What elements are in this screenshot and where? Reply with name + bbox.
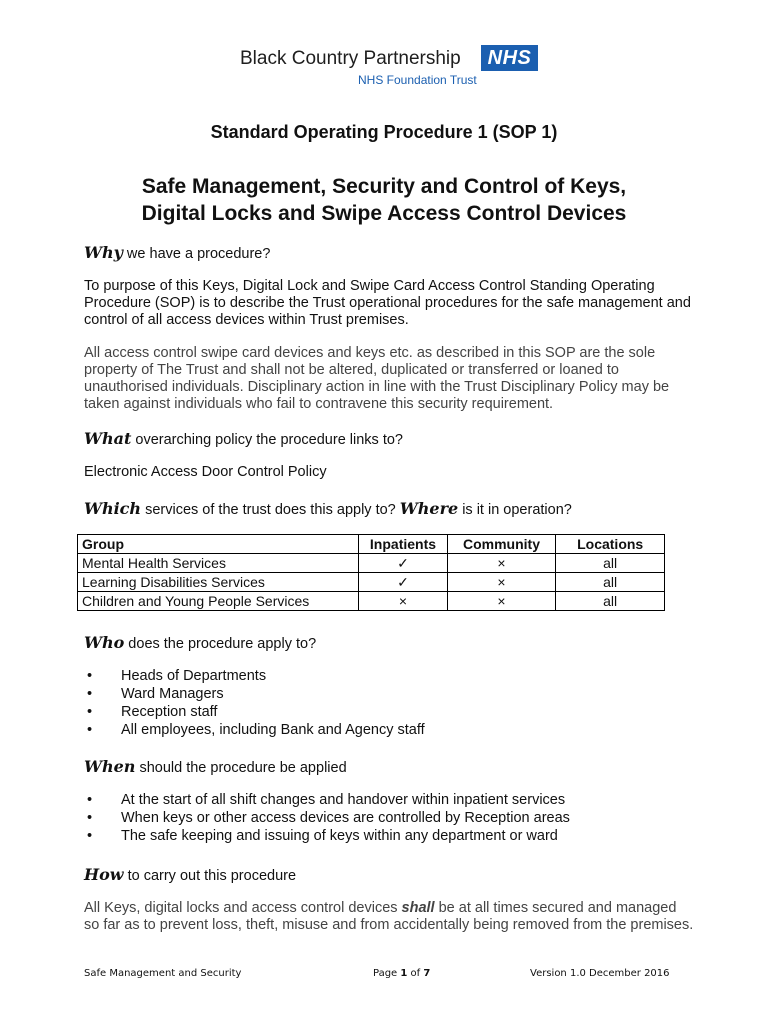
bullet-icon: • bbox=[87, 810, 93, 826]
where-keyword: Where bbox=[399, 499, 459, 518]
cell-group: Children and Young People Services bbox=[78, 592, 359, 611]
bullet-icon: • bbox=[87, 686, 93, 702]
when-heading-text: should the procedure be applied bbox=[135, 760, 347, 776]
how-heading bbox=[84, 865, 296, 884]
how-keyword: How bbox=[84, 865, 124, 884]
how-text-b: be at all times secured and managed so far as to prevent loss, theft, misuse and from accidentally being removed from the premises. bbox=[84, 900, 694, 933]
why-paragraph-1: To purpose of this Keys, Digital Lock and Swipe Card Access Control Standing Operating Procedure (SOP) is to describe the Trust operational procedures for the safe management and control of all access devices within Trust premises. bbox=[84, 278, 691, 328]
list-item-text: When keys or other access devices are controlled by Reception areas bbox=[121, 810, 570, 826]
list-item bbox=[84, 667, 425, 685]
cell-group: Mental Health Services bbox=[78, 554, 359, 573]
cell-locations: all bbox=[556, 592, 665, 611]
title-line-1: Safe Management, Security and Control of Keys, bbox=[141, 175, 627, 198]
document-title bbox=[0, 173, 768, 227]
table-row bbox=[78, 554, 665, 573]
list-item bbox=[84, 703, 425, 721]
footer-title: Safe Management and Security bbox=[84, 968, 242, 979]
who-heading-text: does the procedure apply to? bbox=[124, 636, 317, 652]
who-list bbox=[84, 667, 425, 739]
bullet-icon: • bbox=[87, 668, 93, 684]
cell-locations: all bbox=[556, 573, 665, 592]
list-item bbox=[84, 721, 425, 739]
why-heading bbox=[84, 243, 270, 262]
list-item-text: All employees, including Bank and Agency staff bbox=[121, 722, 425, 738]
list-item bbox=[84, 791, 570, 809]
why-paragraph-2: All access control swipe card devices and keys etc. as described in this SOP are the sole property of The Trust and shall not be altered, duplicated or transferred or loaned to unauthorised individuals. Disciplinary action in line with the Trust Disciplinary Policy may be taken against individuals who fail to contravene this security requirement. bbox=[84, 345, 670, 412]
org-name: Black Country Partnership bbox=[240, 48, 461, 69]
cell-community: × bbox=[447, 554, 556, 573]
list-item-text: Heads of Departments bbox=[121, 668, 267, 684]
cell-group: Learning Disabilities Services bbox=[78, 573, 359, 592]
bullet-icon: • bbox=[87, 828, 93, 844]
list-item-text: The safe keeping and issuing of keys within any department or ward bbox=[121, 828, 558, 844]
trust-logo bbox=[240, 44, 540, 88]
when-keyword: When bbox=[84, 757, 136, 776]
how-text-a: All Keys, digital locks and access control devices bbox=[84, 900, 402, 916]
list-item-text: At the start of all shift changes and handover within inpatient services bbox=[121, 792, 566, 808]
where-heading-text: is it in operation? bbox=[458, 502, 572, 518]
who-keyword: Who bbox=[84, 633, 125, 652]
cell-inpatients: × bbox=[359, 592, 447, 611]
how-emphasis: shall bbox=[401, 900, 435, 916]
who-heading bbox=[84, 633, 316, 652]
which-heading-text: services of the trust does this apply to? bbox=[141, 502, 400, 518]
which-keyword: Which bbox=[84, 499, 142, 518]
trust-name: NHS Foundation Trust bbox=[358, 73, 477, 87]
what-heading-text: overarching policy the procedure links to? bbox=[131, 432, 403, 448]
col-header-group: Group bbox=[78, 535, 359, 554]
sop-title: Standard Operating Procedure 1 (SOP 1) bbox=[210, 122, 558, 142]
bullet-icon: • bbox=[87, 704, 93, 720]
when-heading bbox=[84, 757, 347, 776]
when-list bbox=[84, 791, 570, 845]
col-header-locations: Locations bbox=[556, 535, 665, 554]
policy-name: Electronic Access Door Control Policy bbox=[84, 464, 327, 480]
bullet-icon: • bbox=[87, 792, 93, 808]
list-item-text: Ward Managers bbox=[121, 686, 224, 702]
page-current: 1 bbox=[400, 968, 408, 979]
list-item bbox=[84, 827, 570, 845]
cell-inpatients: ✓ bbox=[359, 573, 447, 592]
page-prefix: Page bbox=[373, 968, 401, 979]
cell-inpatients: ✓ bbox=[359, 554, 447, 573]
bullet-icon: • bbox=[87, 722, 93, 738]
nhs-logo-mark: NHS bbox=[481, 45, 538, 71]
list-item-text: Reception staff bbox=[121, 704, 218, 720]
how-paragraph bbox=[84, 900, 694, 934]
table-row bbox=[78, 573, 665, 592]
page-total: 7 bbox=[423, 968, 431, 979]
which-heading bbox=[84, 499, 572, 518]
table-header-row bbox=[78, 535, 665, 554]
table-row bbox=[78, 592, 665, 611]
how-heading-text: to carry out this procedure bbox=[123, 868, 297, 884]
footer-page-number bbox=[373, 968, 430, 979]
cell-locations: all bbox=[556, 554, 665, 573]
what-keyword: What bbox=[84, 429, 132, 448]
services-table bbox=[77, 534, 665, 611]
cell-community: × bbox=[447, 573, 556, 592]
what-heading bbox=[84, 429, 403, 448]
page-of: of bbox=[407, 968, 424, 979]
why-keyword: Why bbox=[84, 243, 123, 262]
why-heading-text: we have a procedure? bbox=[122, 246, 271, 262]
list-item bbox=[84, 809, 570, 827]
list-item bbox=[84, 685, 425, 703]
col-header-inpatients: Inpatients bbox=[359, 535, 447, 554]
cell-community: × bbox=[447, 592, 556, 611]
footer-version: Version 1.0 December 2016 bbox=[530, 968, 670, 979]
title-line-2: Digital Locks and Swipe Access Control Devices bbox=[141, 202, 627, 225]
col-header-community: Community bbox=[447, 535, 556, 554]
